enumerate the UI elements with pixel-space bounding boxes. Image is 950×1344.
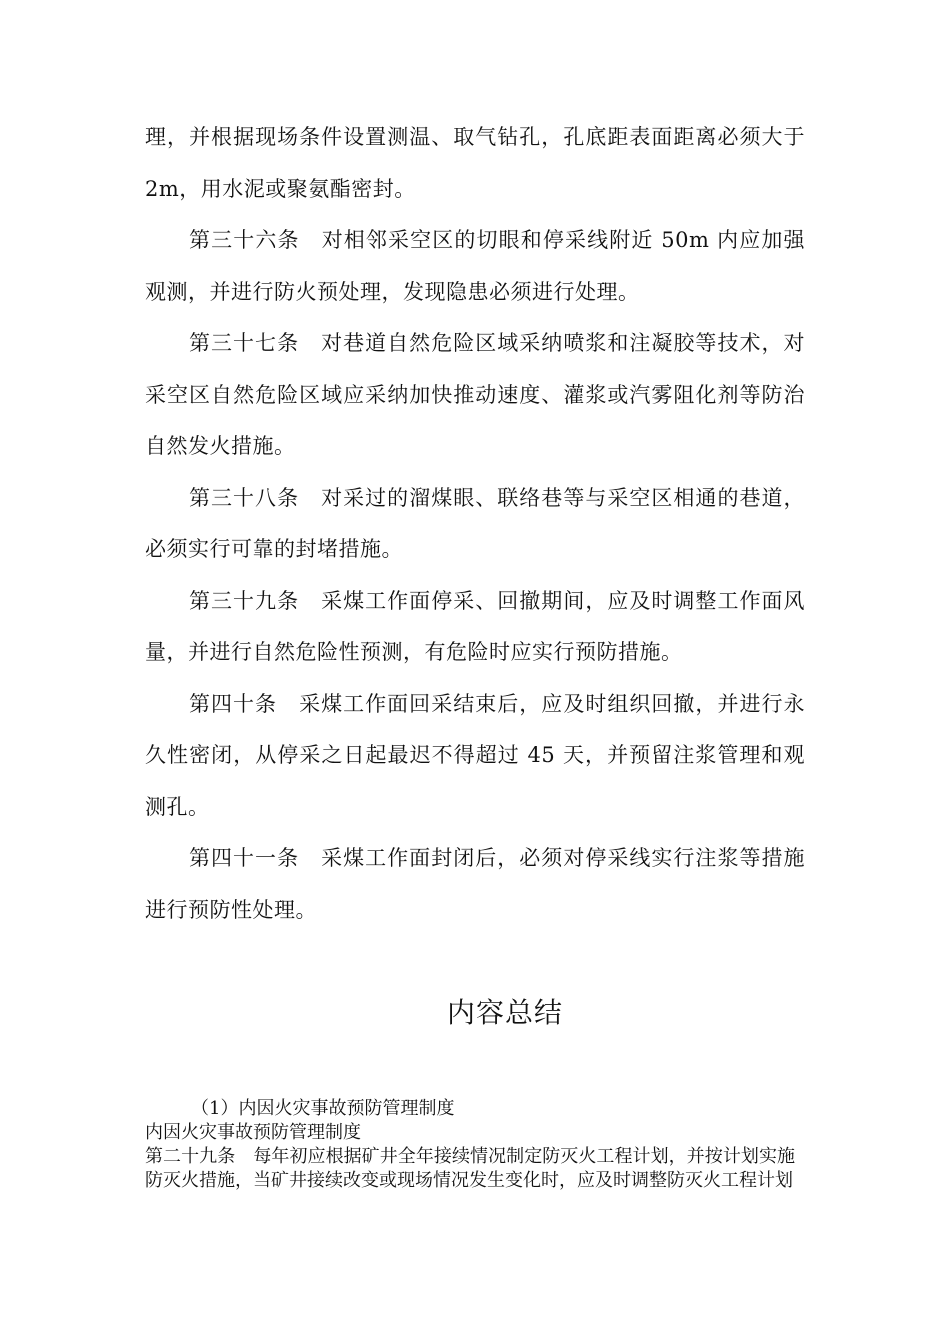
summary-item-heading: （1）内因火灾事故预防管理制度 [191,1098,455,1119]
paragraph-article-37: 第三十七条 对巷道自然危险区域采纳喷浆和注凝胶等技术，对采空区自然危险区域应采纳加快推动速度、灌浆或汽雾阻化剂等防治自然发火措施。 [145,331,805,458]
summary-article-29: 第二十九条 每年初应根据矿井全年接续情况制定防灭火工程计划，并按计划实施防灭火措施，当矿井接续改变或现场情况发生变化时，应及时调整防灭火工程计划 [145,1146,795,1191]
paragraph-article-40: 第四十条 采煤工作面回采结束后，应及时组织回撤，并进行永久性密闭，从停采之日起最迟不得超过 45 天，并预留注浆管理和观测孔。 [145,691,805,819]
paragraph-continuation: 理，并根据现场条件设置测温、取气钻孔，孔底距表面距离必须大于 2m，用水泥或聚氨酯密封。 [145,125,805,201]
summary-section [145,1097,795,1193]
paragraph-article-39: 第三十九条 采煤工作面停采、回撤期间，应及时调整工作面风量，并进行自然危险性预测，有危险时应实行预防措施。 [145,588,805,664]
paragraph-article-41: 第四十一条 采煤工作面封闭后，必须对停采线实行注浆等措施进行预防性处理。 [145,846,805,922]
paragraph-article-36: 第三十六条 对相邻采空区的切眼和停采线附近 50m 内应加强观测，并进行防火预处理，发现隐患必须进行处理。 [145,228,805,304]
paragraph-article-38: 第三十八条 对采过的溜煤眼、联络巷等与采空区相通的巷道，必须实行可靠的封堵措施。 [145,485,805,561]
summary-title: 内容总结 [446,996,563,1029]
summary-subheading: 内因火灾事故预防管理制度 [145,1122,361,1143]
document-body [145,112,805,936]
